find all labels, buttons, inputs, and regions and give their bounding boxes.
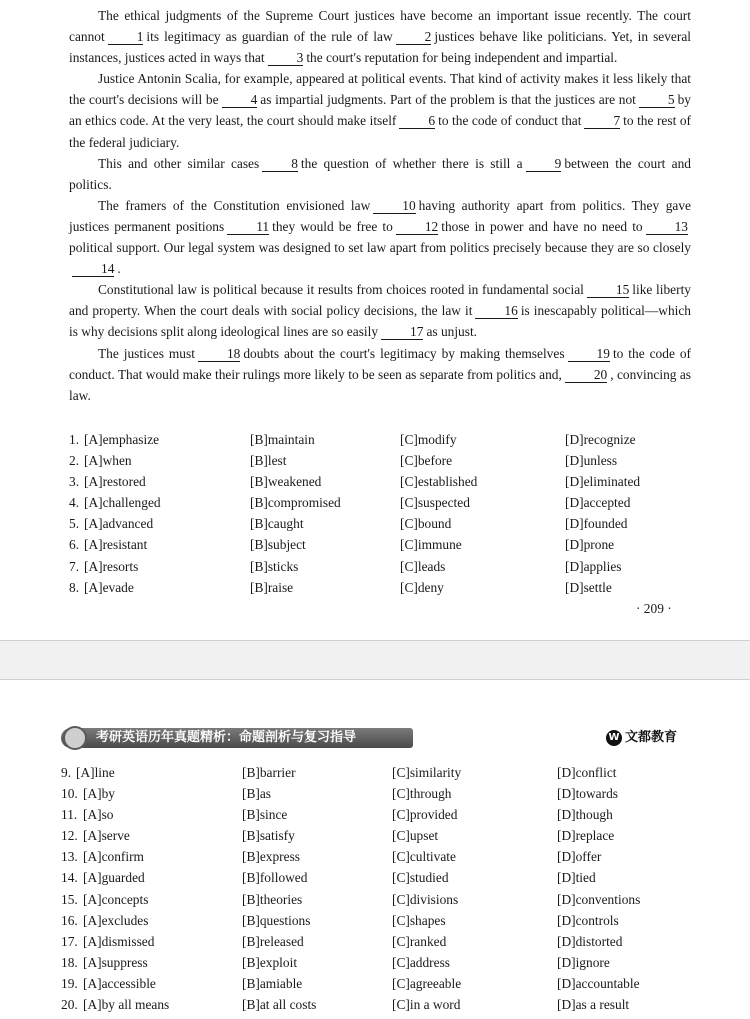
- blank-5: 5: [639, 93, 675, 108]
- publisher-logo-icon: W: [606, 730, 622, 746]
- question-number: 10.: [61, 786, 78, 802]
- option-d: [D]settle: [565, 579, 612, 595]
- option-row-13: [61, 846, 701, 867]
- option-row-20: [61, 994, 701, 1015]
- question-number: 16.: [61, 912, 78, 928]
- option-row-18: [61, 952, 701, 973]
- question-number: 9.: [61, 765, 72, 780]
- option-c: [C]before: [400, 453, 453, 469]
- option-a: [A]advanced: [84, 516, 154, 532]
- page-210: [0, 680, 750, 1019]
- blank-3: 3: [268, 51, 304, 66]
- option-d: [D]offer: [557, 849, 602, 865]
- option-b: [B]satisfy: [242, 828, 295, 844]
- paragraph-6: The justices must 18 doubts about the court's legitimacy by making themselves 19 to the code of conduct. That would make their rulings more likely to be seen as separate from politics and, 20 , convincing as law.: [69, 345, 692, 403]
- question-number: 14.: [61, 870, 78, 886]
- option-a: [A]challenged: [84, 495, 161, 511]
- option-row-5: [69, 513, 709, 534]
- blank-2: 2: [396, 30, 432, 45]
- option-c: [C]studied: [392, 870, 449, 886]
- blank-8: 8: [262, 157, 298, 172]
- paragraph-4: The framers of the Constitution envisioned law 10 having authority apart from politics. They gave justices permanent positions 11 they would be free to 12 those in power and have no need to 13political support. Our legal system was designed to set law apart from politics precisely because they are so closely14 .: [69, 197, 691, 277]
- option-b: [B]raise: [250, 579, 294, 595]
- option-b: [B]followed: [242, 870, 308, 886]
- option-a: [A]line: [76, 765, 115, 780]
- blank-1: 1: [108, 30, 144, 45]
- option-d: [D]as a result: [557, 997, 630, 1013]
- option-d: [D]ignore: [557, 954, 610, 970]
- option-a: [A]when: [84, 453, 132, 469]
- cloze-passage: [69, 5, 691, 406]
- option-row-17: [61, 931, 701, 952]
- question-number: 15.: [61, 891, 78, 907]
- option-c: [C]deny: [400, 579, 444, 595]
- option-c: [C]modify: [400, 432, 457, 447]
- blank-4: 4: [222, 93, 258, 108]
- option-d: [D]distorted: [557, 933, 623, 949]
- question-number: 18.: [61, 954, 78, 970]
- paragraph-5: Constitutional law is political because it results from choices rooted in fundamental social 15 like liberty and property. When the court deals with social policy decisions, the law it 16 is inescapably political—which is why decisions split along ideological lines are so easily 17 as unjust.: [69, 282, 691, 340]
- option-a: [A]dismissed: [83, 933, 155, 949]
- blank-9: 9: [526, 157, 562, 172]
- option-d: [D]prone: [565, 537, 615, 553]
- question-number: 11.: [61, 807, 78, 823]
- option-d: [D]recognize: [565, 432, 636, 447]
- option-row-4: [69, 492, 709, 513]
- options-list-page1: [69, 429, 709, 598]
- option-d: [D]applies: [565, 558, 622, 574]
- option-row-3: [69, 471, 709, 492]
- option-row-15: [61, 889, 701, 910]
- option-row-14: [61, 867, 701, 888]
- question-number: 3.: [69, 474, 80, 490]
- option-a: [A]by: [83, 786, 115, 802]
- question-number: 4.: [69, 495, 80, 511]
- blank-10: 10: [373, 199, 415, 214]
- option-b: [B]since: [242, 807, 288, 823]
- option-c: [C]address: [392, 954, 451, 970]
- book-title: 考研英语历年真题精析：命题剖析与复习指导: [96, 730, 357, 745]
- publisher-name: 文都教育: [625, 730, 678, 745]
- option-d: [D]conflict: [557, 765, 617, 780]
- blank-6: 6: [399, 114, 435, 129]
- option-a: [A]excludes: [83, 912, 149, 928]
- option-c: [C]agreeable: [392, 975, 462, 991]
- option-d: [D]founded: [565, 516, 628, 532]
- blank-7: 7: [584, 114, 620, 129]
- question-number: 8.: [69, 579, 80, 595]
- option-row-6: [69, 534, 709, 555]
- option-b: [B]exploit: [242, 954, 298, 970]
- page-number: · 209 ·: [636, 601, 672, 616]
- question-number: 19.: [61, 975, 78, 991]
- option-row-11: [61, 804, 701, 825]
- option-c: [C]suspected: [400, 495, 470, 511]
- question-number: 13.: [61, 849, 78, 865]
- option-a: [A]resistant: [84, 537, 148, 553]
- question-number: 7.: [69, 558, 80, 574]
- question-number: 12.: [61, 828, 78, 844]
- option-a: [A]evade: [84, 579, 134, 595]
- option-c: [C]cultivate: [392, 849, 456, 865]
- blank-11: 11: [227, 220, 269, 235]
- options-list-page2: [61, 762, 701, 1015]
- book-badge-icon: [63, 726, 87, 750]
- option-b: [B]as: [242, 786, 272, 802]
- option-row-10: [61, 783, 701, 804]
- option-b: [B]weakened: [250, 474, 322, 490]
- option-c: [C]immune: [400, 537, 462, 553]
- option-a: [A]guarded: [83, 870, 145, 886]
- option-row-8: [69, 577, 709, 598]
- option-d: [D]unless: [565, 453, 618, 469]
- blank-19: 19: [568, 347, 610, 362]
- option-d: [D]conventions: [557, 891, 641, 907]
- option-a: [A]so: [83, 807, 114, 823]
- option-c: [C]bound: [400, 516, 452, 532]
- option-b: [B]amiable: [242, 975, 303, 991]
- option-a: [A]by all means: [83, 997, 170, 1013]
- question-number: 2.: [69, 453, 80, 469]
- blank-18: 18: [198, 347, 240, 362]
- blank-17: 17: [381, 325, 423, 340]
- paragraph-3: This and other similar cases 8 the question of whether there is still a 9 between the court and politics.: [69, 155, 691, 192]
- option-d: [D]controls: [557, 912, 619, 928]
- option-row-7: [69, 556, 709, 577]
- blank-14: 14: [72, 262, 114, 277]
- option-b: [B]at all costs: [242, 997, 317, 1013]
- option-a: [A]accessible: [83, 975, 156, 991]
- option-d: [D]eliminated: [565, 474, 641, 490]
- option-c: [C]established: [400, 474, 478, 490]
- option-a: [A]confirm: [83, 849, 144, 865]
- option-a: [A]concepts: [83, 891, 149, 907]
- paragraph-1: The ethical judgments of the Supreme Court justices have become an important issue recently. The court cannot 1 its legitimacy as guardian of the rule of law 2 justices behave like politicians. Yet, in several instances, justices acted in ways that 3 the court's reputation for being independent and impartial.: [69, 8, 691, 66]
- option-b: [B]caught: [250, 516, 304, 532]
- option-c: [C]ranked: [392, 933, 447, 949]
- option-a: [A]emphasize: [84, 432, 160, 447]
- option-b: [B]maintain: [250, 432, 315, 447]
- blank-13: 13: [646, 220, 688, 235]
- option-c: [C]similarity: [392, 765, 462, 780]
- option-b: [B]lest: [250, 453, 287, 469]
- option-c: [C]upset: [392, 828, 439, 844]
- option-b: [B]sticks: [250, 558, 299, 574]
- blank-12: 12: [396, 220, 438, 235]
- option-c: [C]shapes: [392, 912, 446, 928]
- question-number: 17.: [61, 933, 78, 949]
- option-c: [C]leads: [400, 558, 446, 574]
- option-d: [D]tied: [557, 870, 596, 886]
- option-row-2: [69, 450, 709, 471]
- option-b: [B]subject: [250, 537, 306, 553]
- paragraph-2: Justice Antonin Scalia, for example, appeared at political events. That kind of activity makes it less likely that the court's decisions will be 4 as impartial judgments. Part of the problem is that the justices are not 5 by an ethics code. At the very least, the court should make itself 6 to the code of conduct that 7 to the rest of the federal judiciary.: [69, 71, 691, 150]
- option-b: [B]questions: [242, 912, 311, 928]
- option-a: [A]restored: [84, 474, 146, 490]
- option-c: [C]in a word: [392, 997, 461, 1013]
- option-b: [B]compromised: [250, 495, 341, 511]
- option-c: [C]divisions: [392, 891, 459, 907]
- option-a: [A]suppress: [83, 954, 148, 970]
- question-number: 6.: [69, 537, 80, 553]
- option-b: [B]barrier: [242, 765, 296, 780]
- option-b: [B]theories: [242, 891, 303, 907]
- option-row-16: [61, 910, 701, 931]
- option-a: [A]resorts: [84, 558, 139, 574]
- question-number: 1.: [69, 432, 80, 447]
- option-b: [B]express: [242, 849, 301, 865]
- page-separator: [0, 640, 750, 680]
- option-row-9: [61, 762, 701, 783]
- question-number: 20.: [61, 997, 78, 1013]
- option-row-1: [69, 429, 709, 450]
- option-c: [C]through: [392, 786, 452, 802]
- question-number: 5.: [69, 516, 80, 532]
- option-row-19: [61, 973, 701, 994]
- option-b: [B]released: [242, 933, 304, 949]
- blank-16: 16: [475, 304, 517, 319]
- option-d: [D]accepted: [565, 495, 631, 511]
- option-d: [D]towards: [557, 786, 618, 802]
- blank-15: 15: [587, 283, 629, 298]
- option-d: [D]replace: [557, 828, 615, 844]
- option-a: [A]serve: [83, 828, 130, 844]
- publisher-logo: [606, 728, 677, 748]
- option-d: [D]accountable: [557, 975, 640, 991]
- option-row-12: [61, 825, 701, 846]
- option-c: [C]provided: [392, 807, 458, 823]
- option-d: [D]though: [557, 807, 613, 823]
- blank-20: 20: [565, 368, 607, 383]
